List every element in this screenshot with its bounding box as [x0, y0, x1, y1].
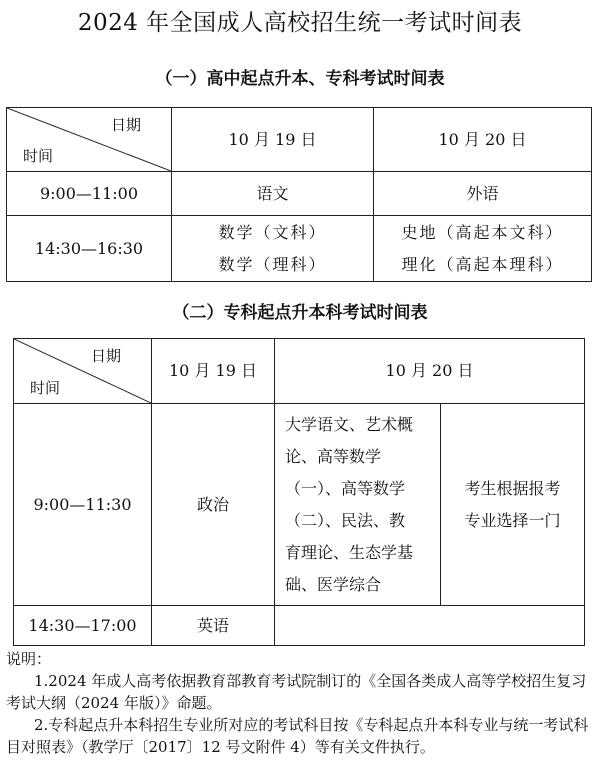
schedule-table-1: [6, 107, 592, 282]
day2-header: 10 月 20 日: [275, 339, 585, 404]
subject-line: 育理论、生态学基: [285, 542, 414, 562]
date-label: 日期: [110, 116, 141, 134]
subject-cell: [374, 216, 592, 282]
day2-header: 10 月 20 日: [374, 108, 592, 172]
subject-line: （二）、民法、教: [285, 510, 406, 530]
table-row: [14, 606, 585, 646]
subject-line: 理化（高起本理科）: [401, 254, 564, 274]
table1-header-row: [7, 108, 592, 172]
table-row: [7, 216, 592, 282]
subject-cell: 语文: [172, 172, 374, 216]
time-cell: 14:30—16:30: [7, 216, 172, 282]
time-label: 时间: [23, 147, 54, 166]
diagonal-header-cell: [7, 108, 172, 172]
time-label: 时间: [30, 379, 61, 398]
subject-cell: 英语: [152, 606, 275, 646]
time-cell: 9:00—11:00: [7, 172, 172, 216]
note-item: 1.2024 年成人高考依据教育部教育考试院制订的《全国各类成人高等学校招生复习考试大纲（2024 年版）》命题。: [6, 672, 587, 712]
subject-cell: [172, 216, 374, 282]
notes-heading: 说明：: [6, 650, 52, 668]
subject-line: 史地（高起本文科）: [401, 222, 564, 242]
day1-header: 10 月 19 日: [152, 339, 275, 404]
subject-line: 础、医学综合: [285, 574, 382, 594]
day1-header: 10 月 19 日: [172, 108, 374, 172]
note-item: 2.专科起点升本科招生专业所对应的考试科目按《专科起点升本科专业与统一考试科目对照表》（教学厅〔2017〕12 号文附件 4）等有关文件执行。: [6, 716, 589, 756]
note-line: 专业选择一门: [464, 510, 561, 530]
selection-note-cell: [441, 404, 585, 606]
empty-cell: [275, 606, 585, 646]
page-title: 2024 年全国成人高校招生统一考试时间表: [77, 10, 523, 36]
subject-line: 数学（理科）: [218, 254, 327, 274]
subject-line: 数学（文科）: [218, 222, 327, 242]
notes-section: [6, 648, 594, 758]
note-line: 考生根据报考: [464, 478, 561, 498]
time-cell: 14:30—17:00: [14, 606, 152, 646]
section2-title: （二）专科起点升本科考试时间表: [172, 303, 428, 323]
table-row: [7, 172, 592, 216]
table2-header-row: [14, 339, 585, 404]
schedule-table-2: [13, 338, 585, 646]
subject-line: 大学语文、艺术概: [285, 414, 414, 434]
date-label: 日期: [90, 347, 121, 365]
subject-line: （一）、高等数学: [285, 478, 406, 498]
table-row: [14, 404, 585, 606]
diagonal-header-cell: [14, 339, 152, 404]
section1-title: （一）高中起点升本、专科考试时间表: [155, 69, 445, 89]
subject-cell: 外语: [374, 172, 592, 216]
time-cell: 9:00—11:30: [14, 404, 152, 606]
subject-cell: 政治: [152, 404, 275, 606]
subject-list-cell: [275, 404, 441, 606]
subject-line: 论、高等数学: [285, 446, 382, 466]
